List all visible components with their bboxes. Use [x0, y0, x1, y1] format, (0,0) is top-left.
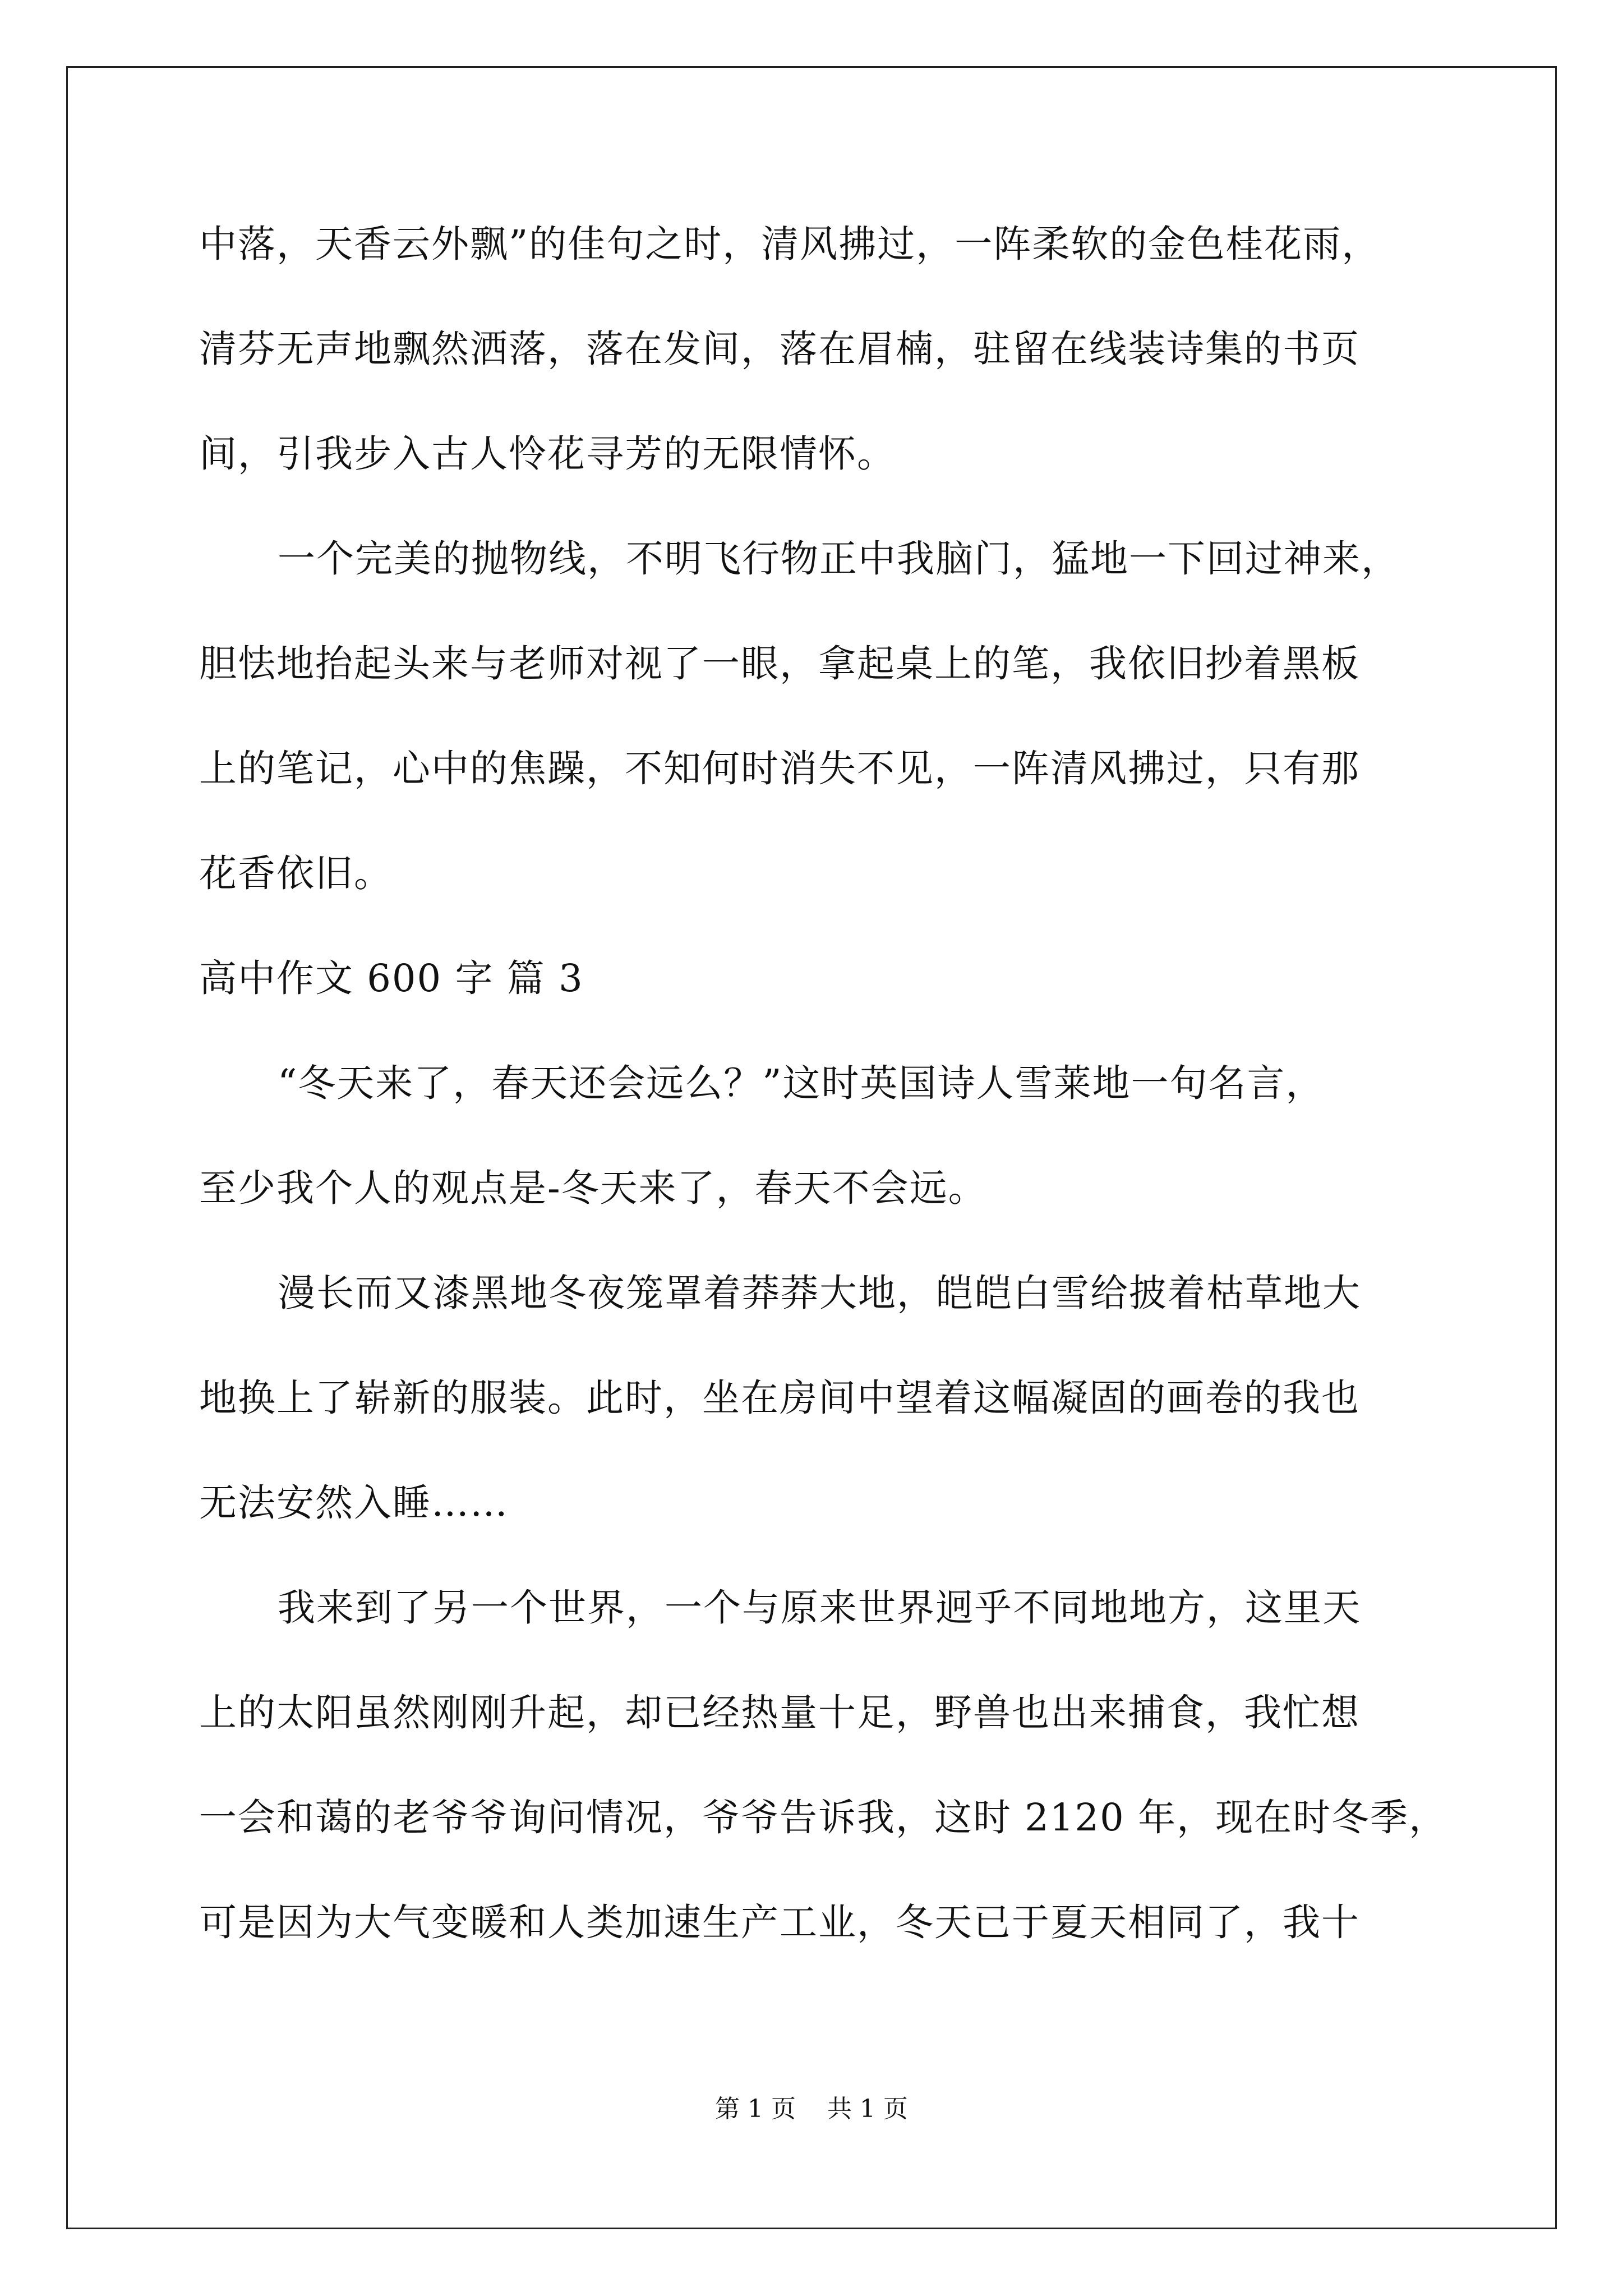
- paragraph-start-line: 一个完美的抛物线，不明飞行物正中我脑门，猛地一下回过神来，: [278, 537, 1400, 581]
- text-line: 间，引我步入古人怜花寻芳的无限情怀。: [199, 432, 896, 476]
- section-heading: 高中作文 600 字 篇 3: [199, 956, 584, 1000]
- page-number-footer: 第 1 页 共 1 页: [715, 2095, 908, 2123]
- paragraph-start-line: “冬天来了，春天还会远么？”这时英国诗人雪莱地一句名言，: [278, 1061, 1325, 1105]
- text-line: 中落，天香云外飘”的佳句之时，清风拂过，一阵柔软的金色桂花雨，: [199, 222, 1381, 266]
- text-line: 胆怯地抬起头来与老师对视了一眼，拿起桌上的笔，我依旧抄着黑板: [199, 642, 1360, 685]
- paragraph-start-line: 漫长而又漆黑地冬夜笼罩着莽莽大地，皑皑白雪给披着枯草地大: [278, 1271, 1361, 1315]
- text-line: 至少我个人的观点是-冬天来了，春天不会远。: [199, 1166, 987, 1210]
- text-line: 上的笔记，心中的焦躁，不知何时消失不见，一阵清风拂过，只有那: [199, 747, 1360, 790]
- text-line: 无法安然入睡……: [199, 1481, 509, 1525]
- text-line: 一会和蔼的老爷爷询问情况，爷爷告诉我，这时 2120 年，现在时冬季，: [199, 1796, 1448, 1839]
- text-line: 上的太阳虽然刚刚升起，却已经热量十足，野兽也出来捕食，我忙想: [199, 1691, 1360, 1734]
- text-line: 清芬无声地飘然洒落，落在发间，落在眉楠，驻留在线装诗集的书页: [199, 327, 1360, 371]
- text-line: 可是因为大气变暖和人类加速生产工业，冬天已于夏天相同了，我十: [199, 1901, 1360, 1944]
- text-line: 花香依旧。: [199, 852, 393, 895]
- text-line: 地换上了崭新的服装。此时，坐在房间中望着这幅凝固的画卷的我也: [199, 1376, 1360, 1420]
- paragraph-start-line: 我来到了另一个世界，一个与原来世界迥乎不同地地方，这里天: [278, 1586, 1361, 1630]
